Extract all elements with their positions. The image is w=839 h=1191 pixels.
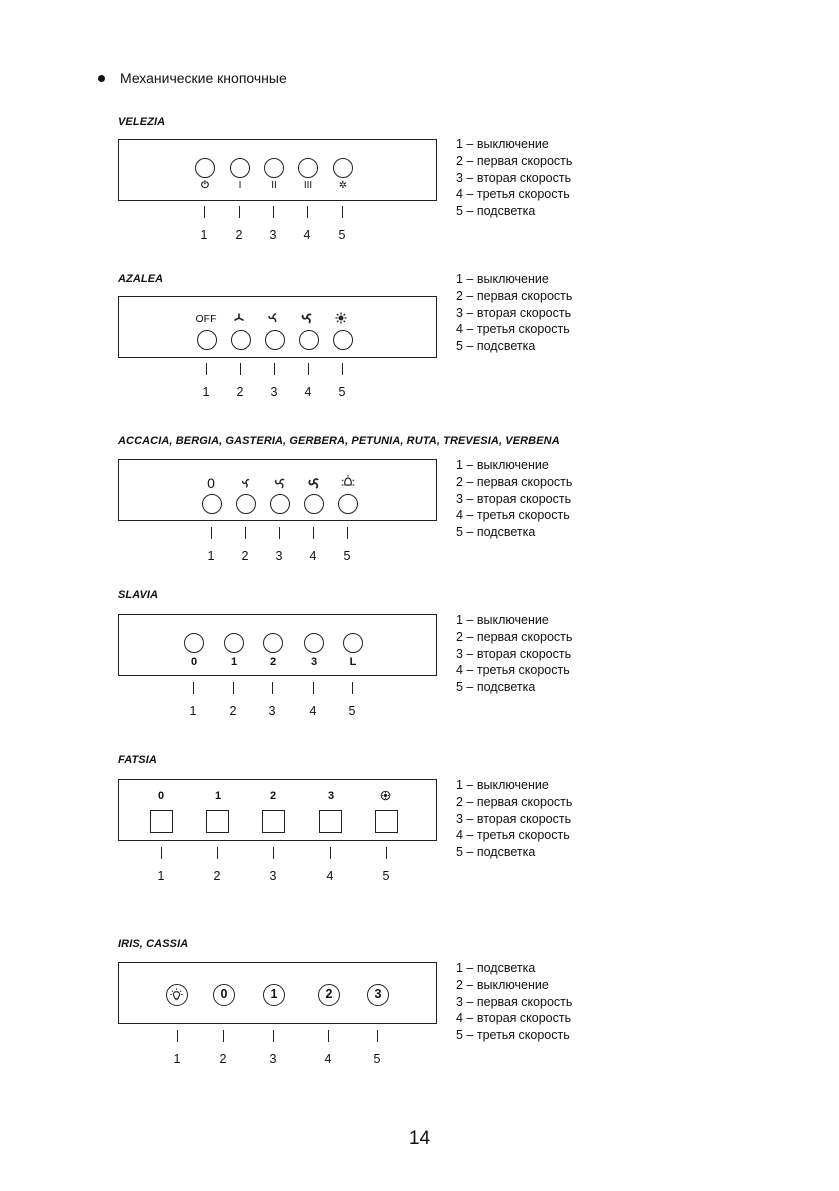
legend-item: 2 – первая скорость (456, 288, 573, 303)
button-light[interactable] (375, 810, 398, 833)
fan-speed-3-icon (301, 312, 313, 324)
button-speed-2[interactable]: 2 (318, 984, 340, 1006)
button-speed-3[interactable] (299, 330, 319, 350)
legend-item: 5 – подсветка (456, 845, 536, 860)
legend-item: 1 – выключение (456, 613, 549, 627)
leader-line (193, 682, 194, 694)
callout-number: 5 (373, 1052, 381, 1066)
legend-item: 3 – вторая скорость (456, 811, 572, 826)
leader-line (204, 206, 205, 218)
control-panel-azalea (118, 296, 437, 358)
label-1: 1 (230, 656, 238, 668)
speed-3-symbol: III (303, 180, 313, 191)
control-panel-accacia-group (118, 459, 437, 521)
callout-number: 5 (343, 549, 351, 563)
legend-item: 3 – вторая скорость (456, 170, 572, 185)
label-2: 2 (269, 790, 277, 802)
button-speed-1[interactable] (236, 494, 256, 514)
callout-number: 3 (269, 1052, 277, 1066)
heading-text: Механические кнопочные (120, 70, 287, 86)
legend-item: 3 – первая скорость (456, 994, 573, 1009)
callout-number: 1 (202, 385, 210, 399)
leader-line (223, 1030, 224, 1042)
button-speed-3[interactable] (319, 810, 342, 833)
button-off[interactable] (184, 633, 204, 653)
control-panel-iris-cassia (118, 962, 437, 1024)
leader-line (274, 363, 275, 375)
callout-number: 5 (338, 228, 346, 242)
button-speed-1[interactable] (224, 633, 244, 653)
button-speed-1[interactable]: 1 (263, 984, 285, 1006)
callout-number: 3 (269, 869, 277, 883)
callout-number: 4 (326, 869, 334, 883)
legend-fatsia (456, 777, 572, 861)
callout-number: 4 (309, 704, 317, 718)
leader-line (161, 847, 162, 859)
button-off[interactable] (195, 158, 215, 178)
label-0: 0 (157, 790, 165, 802)
leader-line (307, 206, 308, 218)
button-speed-3[interactable] (298, 158, 318, 178)
label-3: 3 (327, 790, 335, 802)
model-title-iris-cassia: IRIS, CASSIA (118, 938, 189, 950)
leader-line (313, 682, 314, 694)
legend-slavia (456, 612, 572, 696)
callout-number: 1 (189, 704, 197, 718)
legend-item: 5 – подсветка (456, 680, 536, 695)
button-off[interactable]: 0 (213, 984, 235, 1006)
off-label: OFF (195, 313, 217, 325)
leader-line (217, 847, 218, 859)
callout-number: 2 (236, 385, 244, 399)
legend-item: 2 – первая скорость (456, 794, 573, 809)
button-speed-1[interactable] (230, 158, 250, 178)
callout-number: 5 (338, 385, 346, 399)
legend-accacia-group (456, 457, 572, 541)
leader-line (240, 363, 241, 375)
callout-number: 4 (309, 549, 317, 563)
legend-iris-cassia (456, 960, 572, 1044)
light-icon (335, 312, 347, 324)
callout-number: 2 (241, 549, 249, 563)
leader-line (330, 847, 331, 859)
legend-item: 4 – третья скорость (456, 322, 570, 337)
bulb-icon (169, 987, 184, 1002)
callout-number: 4 (303, 228, 311, 242)
legend-item: 5 – третья скорость (456, 1028, 570, 1043)
light-icon: ✲ (338, 180, 348, 191)
callout-number: 2 (229, 704, 237, 718)
legend-item: 4 – третья скорость (456, 828, 570, 843)
fan-speed-1-icon (233, 312, 245, 324)
control-panel-velezia (118, 139, 437, 201)
bullet-icon (98, 75, 105, 82)
leader-line (273, 1030, 274, 1042)
button-light[interactable] (343, 633, 363, 653)
button-speed-2[interactable] (262, 810, 285, 833)
legend-item: 4 – третья скорость (456, 187, 570, 202)
legend-item: 3 – вторая скорость (456, 491, 572, 506)
legend-item: 2 – первая скорость (456, 153, 573, 168)
speed-1-symbol: I (238, 180, 242, 191)
callout-number: 2 (213, 869, 221, 883)
light-icon (380, 790, 391, 801)
button-speed-2[interactable] (264, 158, 284, 178)
leader-line (347, 527, 348, 539)
legend-item: 4 – третья скорость (456, 663, 570, 678)
off-symbol: 0 (207, 475, 215, 491)
leader-line (279, 527, 280, 539)
leader-line (211, 527, 212, 539)
legend-item: 2 – первая скорость (456, 474, 573, 489)
legend-item: 1 – выключение (456, 778, 549, 792)
leader-line (386, 847, 387, 859)
button-speed-3[interactable]: 3 (367, 984, 389, 1006)
legend-item: 5 – подсветка (456, 525, 536, 540)
speed-2-symbol: II (271, 180, 277, 191)
leader-line (377, 1030, 378, 1042)
legend-item: 4 – вторая скорость (456, 1011, 572, 1026)
callout-number: 1 (173, 1052, 181, 1066)
callout-number: 3 (275, 549, 283, 563)
model-title-fatsia: FATSIA (118, 754, 157, 766)
callout-number: 2 (219, 1052, 227, 1066)
legend-item: 1 – подсветка (456, 961, 536, 975)
leader-line (177, 1030, 178, 1042)
callout-number: 3 (268, 704, 276, 718)
control-panel-fatsia (118, 779, 437, 841)
button-speed-1[interactable] (231, 330, 251, 350)
button-speed-2[interactable] (263, 633, 283, 653)
fan-speed-2-icon (267, 312, 279, 324)
button-off[interactable] (197, 330, 217, 350)
label-1: 1 (214, 790, 222, 802)
button-speed-2[interactable] (265, 330, 285, 350)
button-light[interactable] (166, 984, 188, 1006)
leader-line (342, 363, 343, 375)
leader-line (352, 682, 353, 694)
fan-speed-2-icon (274, 477, 286, 489)
legend-item: 3 – вторая скорость (456, 646, 572, 661)
model-title-accacia-group: ACCACIA, BERGIA, GASTERIA, GERBERA, PETUNIA, RUTA, TREVESIA, VERBENA (118, 435, 560, 447)
callout-number: 4 (304, 385, 312, 399)
callout-number: 1 (200, 228, 208, 242)
model-title-slavia: SLAVIA (118, 589, 159, 601)
button-speed-3[interactable] (304, 494, 324, 514)
legend-item: 1 – выключение (456, 458, 549, 472)
legend-item: 1 – выключение (456, 272, 549, 286)
label-3: 3 (310, 656, 318, 668)
legend-item: 2 – выключение (456, 977, 549, 992)
button-off[interactable] (202, 494, 222, 514)
legend-azalea (456, 271, 572, 355)
leader-line (328, 1030, 329, 1042)
callout-number: 1 (157, 869, 165, 883)
legend-item: 5 – подсветка (456, 204, 536, 219)
leader-line (245, 527, 246, 539)
callout-number: 2 (235, 228, 243, 242)
fan-speed-1-icon (240, 477, 252, 489)
page-number: 14 (408, 1128, 431, 1149)
label-2: 2 (269, 656, 277, 668)
callout-number: 4 (324, 1052, 332, 1066)
model-title-velezia: VELEZIA (118, 116, 166, 128)
legend-item: 5 – подсветка (456, 339, 536, 354)
legend-item: 1 – выключение (456, 137, 549, 151)
button-off[interactable] (150, 810, 173, 833)
legend-item: 4 – третья скорость (456, 508, 570, 523)
button-speed-3[interactable] (304, 633, 324, 653)
control-panel-slavia (118, 614, 437, 676)
button-light[interactable] (338, 494, 358, 514)
button-light[interactable] (333, 330, 353, 350)
leader-line (273, 847, 274, 859)
leader-line (273, 206, 274, 218)
legend-item: 3 – вторая скорость (456, 305, 572, 320)
callout-number: 3 (270, 385, 278, 399)
leader-line (342, 206, 343, 218)
legend-velezia (456, 136, 572, 220)
callout-number: 1 (207, 549, 215, 563)
leader-line (313, 527, 314, 539)
leader-line (206, 363, 207, 375)
button-light[interactable] (333, 158, 353, 178)
button-speed-2[interactable] (270, 494, 290, 514)
leader-line (233, 682, 234, 694)
model-title-azalea: AZALEA (118, 273, 164, 285)
leader-line (272, 682, 273, 694)
fan-speed-3-icon (308, 477, 320, 489)
callout-number: 3 (269, 228, 277, 242)
leader-line (308, 363, 309, 375)
power-icon: ⏻ (201, 180, 209, 191)
leader-line (239, 206, 240, 218)
legend-item: 2 – первая скорость (456, 629, 573, 644)
lamp-icon (340, 474, 356, 490)
callout-number: 5 (348, 704, 356, 718)
label-l: L (349, 656, 357, 668)
callout-number: 5 (382, 869, 390, 883)
section-heading (98, 70, 287, 86)
label-0: 0 (190, 656, 198, 668)
button-speed-1[interactable] (206, 810, 229, 833)
